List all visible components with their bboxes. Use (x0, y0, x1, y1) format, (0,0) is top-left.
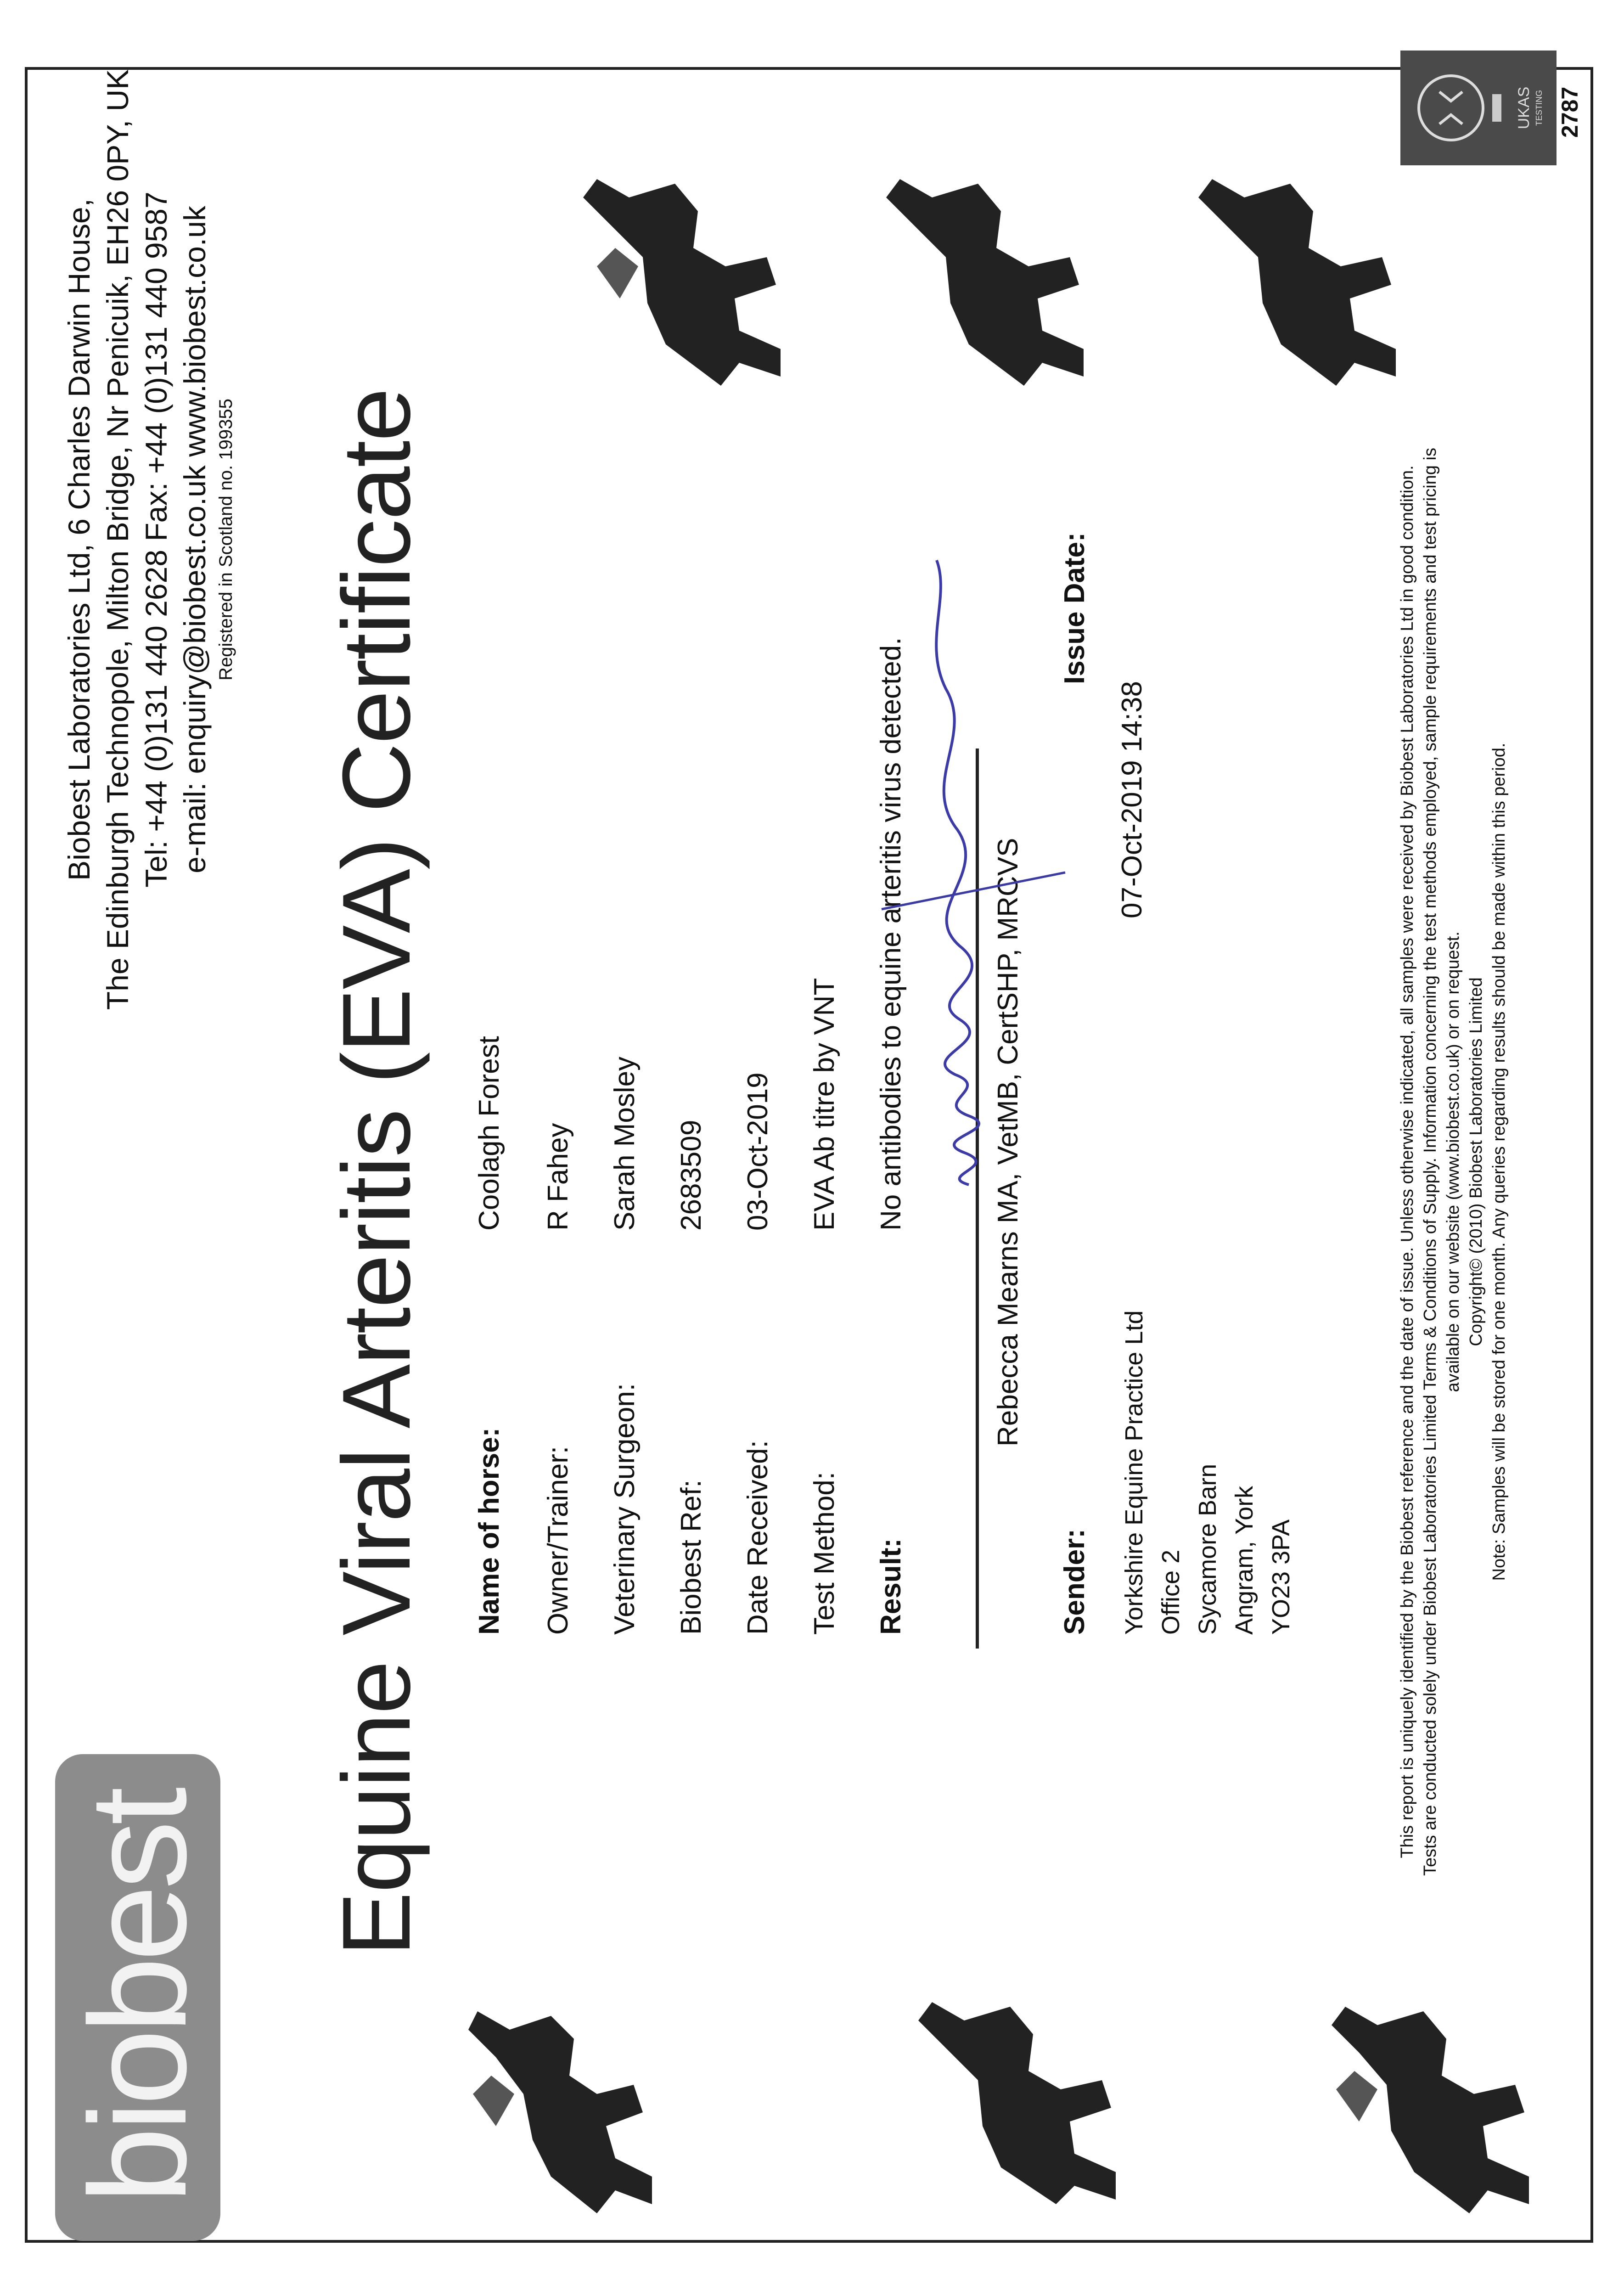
racehorse-icon (1198, 179, 1396, 386)
result-value: No antibodies to equine arteritis virus detected. (875, 637, 907, 1231)
biobest-ref-value: 2683509 (675, 1120, 707, 1231)
date-received-label: Date Received: (742, 1440, 774, 1635)
ukas-label: UKAS (1515, 86, 1533, 129)
sender-line: Office 2 (1157, 1549, 1185, 1635)
racehorse-icon (1332, 2007, 1529, 2213)
horse-images-right (528, 156, 1400, 413)
handwritten-signature (854, 551, 1084, 1194)
footer-line: Tests are conducted solely under Biobest Laboratories Limited Terms & Conditions of Supply. Information concerning the test methods employed, sample requirements and test pricing is (1421, 448, 1440, 1876)
ukas-sub-label: TESTING (1534, 90, 1544, 126)
horse-name-value: Coolagh Forest (473, 1036, 505, 1231)
terms-footer (1396, 312, 1511, 2011)
sender-line: Sycamore Barn (1194, 1463, 1221, 1635)
sender-line: Yorkshire Equine Practice Ltd (1120, 1310, 1148, 1635)
owner-trainer-label: Owner/Trainer: (542, 1446, 574, 1635)
racehorse-icon (886, 179, 1084, 386)
signatory-name: Rebecca Mearns MA, VetMB, CertSHP, MRCVS (992, 838, 1024, 1446)
date-received-value: 03-Oct-2019 (742, 1072, 774, 1231)
result-label: Result: (875, 1538, 907, 1635)
registration-line: Registered in Scotland no. 199355 (216, 399, 236, 681)
racehorse-icon (468, 2011, 652, 2213)
footer-line: Note: Samples will be stored for one month. Any queries regarding results should be made within this period. (1489, 743, 1509, 1581)
vet-surgeon-label: Veterinary Surgeon: (609, 1383, 641, 1635)
issue-date-label: Issue Date: (1059, 532, 1090, 684)
racehorse-icon (918, 2002, 1116, 2204)
address-line: The Edinburgh Technopole, Milton Bridge, Nr Penicuik, EH26 0PY, UK (101, 69, 135, 1010)
footer-line: This report is uniquely identified by the Biobest reference and the date of issue. Unless otherwise indicated, all samples were received by Biobest Laboratories Ltd in good condition. (1398, 465, 1417, 1858)
certificate-title: Equine Viral Arteritis (EVA) Certificate (322, 388, 430, 1956)
address-line: e-mail: enquiry@biobest.co.uk www.biobest.co.uk (178, 206, 212, 873)
address-line: Tel: +44 (0)131 440 2628 Fax: +44 (0)131 440 9587 (139, 191, 173, 888)
biobest-ref-label: Biobest Ref: (675, 1480, 707, 1635)
issue-date-value: 07-Oct-2019 14:38 (1116, 681, 1148, 918)
vet-surgeon-value: Sarah Mosley (609, 1056, 641, 1231)
ukas-crown-icon (1400, 51, 1557, 165)
sender-line: YO23 3PA (1267, 1519, 1295, 1635)
sender-label: Sender: (1059, 1529, 1090, 1635)
racehorse-icon (583, 179, 781, 386)
footer-line: Copyright© (2010) Biobest Laboratories Limited (1467, 977, 1486, 1346)
horse-name-label: Name of horse: (473, 1427, 505, 1635)
biobest-logo: biobest (55, 1754, 220, 2241)
sender-address (1116, 1311, 1299, 1635)
test-method-value: EVA Ab titre by VNT (809, 978, 840, 1231)
lab-address (60, 23, 238, 1056)
ukas-accreditation-mark (1400, 51, 1557, 165)
owner-trainer-value: R Fahey (542, 1123, 574, 1231)
ukas-number: 2787 (1557, 86, 1583, 138)
address-line: Biobest Laboratories Ltd, 6 Charles Darwin House, (62, 198, 96, 881)
footer-line: available on our website (www.biobest.co.uk) or on request. (1444, 931, 1463, 1392)
horse-images-left (358, 1975, 1598, 2232)
sender-line: Angram, York (1231, 1486, 1258, 1635)
test-method-label: Test Method: (809, 1472, 840, 1635)
